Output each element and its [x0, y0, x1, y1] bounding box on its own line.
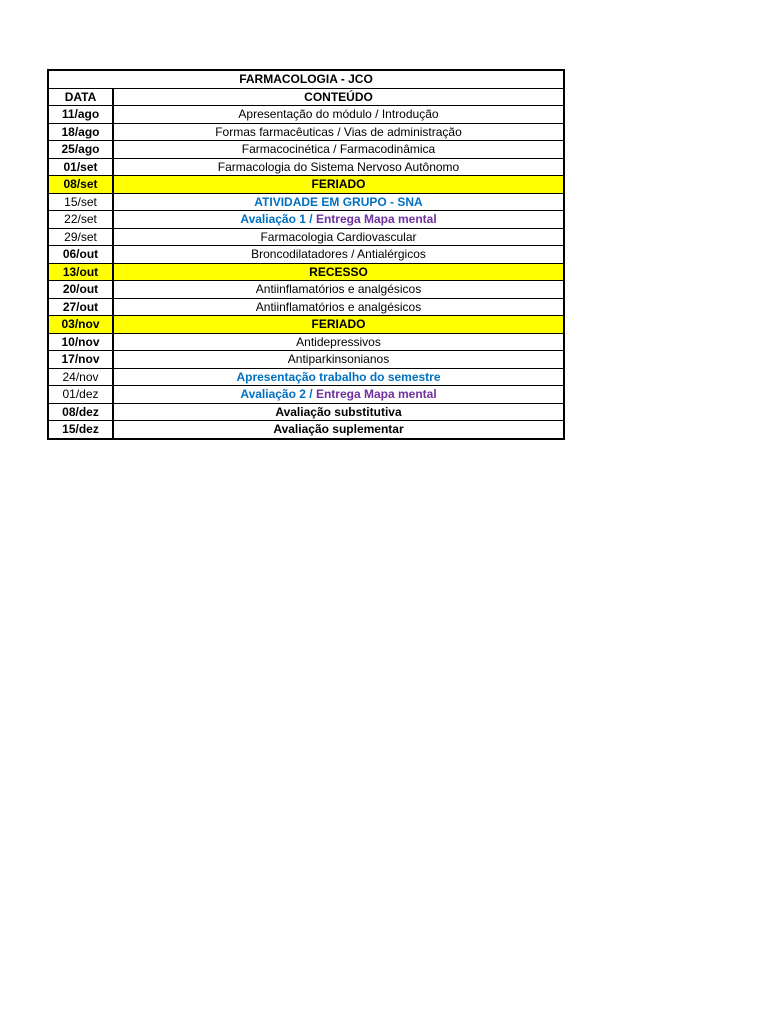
table-row — [48, 141, 564, 159]
content-cell[interactable] — [113, 298, 564, 316]
date-column-header[interactable]: DATA — [48, 88, 113, 106]
content-cell[interactable] — [113, 246, 564, 264]
table-row — [48, 386, 564, 404]
table-row — [48, 106, 564, 124]
content-cell[interactable] — [113, 211, 564, 229]
date-cell[interactable]: 08/set — [48, 176, 113, 194]
date-cell[interactable]: 03/nov — [48, 316, 113, 334]
content-text: Antiparkinsonianos — [287, 352, 390, 367]
content-text: RECESSO — [309, 264, 368, 279]
content-cell[interactable] — [113, 106, 564, 124]
date-cell[interactable]: 29/set — [48, 228, 113, 246]
table-row — [48, 298, 564, 316]
content-text: Antidepressivos — [296, 334, 381, 349]
table-row — [48, 176, 564, 194]
table-row — [48, 403, 564, 421]
date-cell[interactable]: 15/set — [48, 193, 113, 211]
content-text: Entrega Mapa mental — [315, 387, 437, 402]
date-cell[interactable]: 08/dez — [48, 403, 113, 421]
content-text: FERIADO — [311, 317, 366, 332]
date-cell[interactable]: 13/out — [48, 263, 113, 281]
content-text: Formas farmacêuticas / Vias de administração — [215, 124, 462, 139]
table-row — [48, 228, 564, 246]
content-cell[interactable] — [113, 141, 564, 159]
content-cell[interactable] — [113, 351, 564, 369]
content-cell[interactable] — [113, 403, 564, 421]
content-text: Avaliação 2 / — [240, 387, 316, 402]
date-cell[interactable]: 22/set — [48, 211, 113, 229]
date-cell[interactable]: 24/nov — [48, 368, 113, 386]
content-column-header[interactable]: CONTEÚDO — [113, 88, 564, 106]
table-row — [48, 333, 564, 351]
date-cell[interactable]: 11/ago — [48, 106, 113, 124]
content-cell[interactable] — [113, 281, 564, 299]
content-text: Apresentação trabalho do semestre — [236, 369, 441, 384]
content-text: Farmacologia do Sistema Nervoso Autônomo — [217, 159, 460, 174]
content-cell[interactable] — [113, 228, 564, 246]
table-row — [48, 158, 564, 176]
date-cell[interactable]: 01/dez — [48, 386, 113, 404]
table-title[interactable]: FARMACOLOGIA - JCO — [48, 70, 564, 88]
schedule-table-body — [48, 70, 564, 439]
content-cell[interactable] — [113, 176, 564, 194]
content-cell[interactable] — [113, 368, 564, 386]
header-row — [48, 88, 564, 106]
table-row — [48, 211, 564, 229]
content-text: Broncodilatadores / Antialérgicos — [251, 247, 426, 262]
content-text: Avaliação 1 / — [240, 212, 316, 227]
content-cell[interactable] — [113, 123, 564, 141]
table-row — [48, 421, 564, 439]
table-row — [48, 193, 564, 211]
date-cell[interactable]: 27/out — [48, 298, 113, 316]
content-text: Antiinflamatórios e analgésicos — [255, 282, 422, 297]
content-text: Farmacologia Cardiovascular — [260, 229, 417, 244]
content-text: Entrega Mapa mental — [315, 212, 437, 227]
date-cell[interactable]: 15/dez — [48, 421, 113, 439]
date-cell[interactable]: 01/set — [48, 158, 113, 176]
date-cell[interactable]: 06/out — [48, 246, 113, 264]
content-text: Apresentação do módulo / Introdução — [238, 107, 439, 122]
date-cell[interactable]: 10/nov — [48, 333, 113, 351]
content-text: Avaliação suplementar — [273, 422, 404, 437]
date-cell[interactable]: 25/ago — [48, 141, 113, 159]
content-cell[interactable] — [113, 386, 564, 404]
content-text: Antiinflamatórios e analgésicos — [255, 299, 422, 314]
content-cell[interactable] — [113, 421, 564, 439]
schedule-table — [47, 69, 565, 440]
content-text: Avaliação substitutiva — [275, 404, 402, 419]
content-cell[interactable] — [113, 333, 564, 351]
content-text: FERIADO — [311, 177, 366, 192]
date-cell[interactable]: 20/out — [48, 281, 113, 299]
content-cell[interactable] — [113, 316, 564, 334]
content-cell[interactable] — [113, 193, 564, 211]
content-cell[interactable] — [113, 263, 564, 281]
table-row — [48, 368, 564, 386]
table-row — [48, 351, 564, 369]
title-row — [48, 70, 564, 88]
table-row — [48, 316, 564, 334]
content-text: ATIVIDADE EM GRUPO - SNA — [254, 194, 423, 209]
table-row — [48, 123, 564, 141]
table-row — [48, 246, 564, 264]
date-cell[interactable]: 18/ago — [48, 123, 113, 141]
content-cell[interactable] — [113, 158, 564, 176]
table-row — [48, 281, 564, 299]
date-cell[interactable]: 17/nov — [48, 351, 113, 369]
content-text: Farmacocinética / Farmacodinâmica — [241, 142, 436, 157]
table-row — [48, 263, 564, 281]
